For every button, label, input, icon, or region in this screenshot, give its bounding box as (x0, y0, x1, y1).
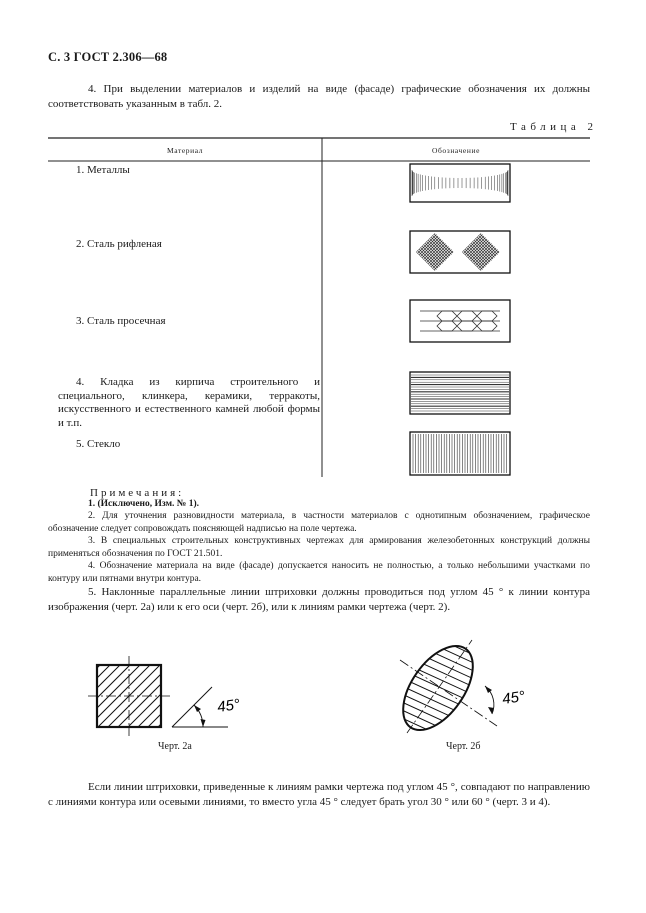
figure-2a (19, 656, 242, 736)
angle-label-b: 45° (501, 687, 527, 708)
table-row-label: 5. Стекло (76, 438, 121, 450)
table-header-material: Материал (166, 146, 204, 155)
note-item: 1. (Исключено, Изм. № 1). (88, 499, 200, 509)
angle-label-a: 45° (216, 695, 242, 716)
table-caption: Таблица 2 (510, 121, 598, 133)
figure-2b-caption: Черт. 2б (446, 741, 481, 752)
table-header-symbol: Обозначение (431, 146, 481, 155)
final-paragraph: Если линии штриховки, приведенные к линиям рамки чертежа под углом 45 °, совпадают по направлению с линиями контура или осевыми линиями, то вместо угла 45 ° следует брать угол 30 ° или 60 ° (черт. 3 и 4). (48, 781, 590, 808)
table-row-label: 4. Кладка из кирпича строительного и специального, клинкера, керамики, терракоты, искусственного и естественного камней любой формы и т.п. (58, 376, 320, 429)
table-row-label: 3. Сталь просечная (76, 315, 166, 327)
table-row-label: 1. Металлы (76, 164, 130, 176)
table-row-label: 2. Сталь рифленая (76, 238, 162, 250)
note-item: 4. Обозначение материала на виде (фасаде) допускается наносить не полностью, а только небольшими участками по контуру или пятнами внутри контура. (48, 561, 590, 584)
figure-2b (380, 580, 500, 795)
figure-2a-caption: Черт. 2а (158, 741, 192, 752)
notes-title: Примечания: (90, 487, 185, 499)
intro-paragraph: 4. При выделении материалов и изделий на виде (фасаде) графические обозначения их должны соответствовать указанным в табл. 2. (48, 83, 590, 110)
paragraph-5: 5. Наклонные параллельные линии штриховки должны проводиться под углом 45 ° к линии контура изображения (черт. 2а) или к его оси (черт. 2б), или к линиям рамки чертежа (черт. 2). (48, 586, 590, 613)
note-item: 2. Для уточнения разновидности материала, в частности материалов с однотипным обозначением, графическое обозначение следует сопровождать поясняющей надписью на поле чертежа. (48, 511, 590, 534)
page-header: С. 3 ГОСТ 2.306—68 (48, 50, 168, 64)
note-item: 3. В специальных строительных конструктивных чертежах для армирования железобетонных конструкций должны применяться обозначения по ГОСТ 21.501. (48, 536, 590, 559)
